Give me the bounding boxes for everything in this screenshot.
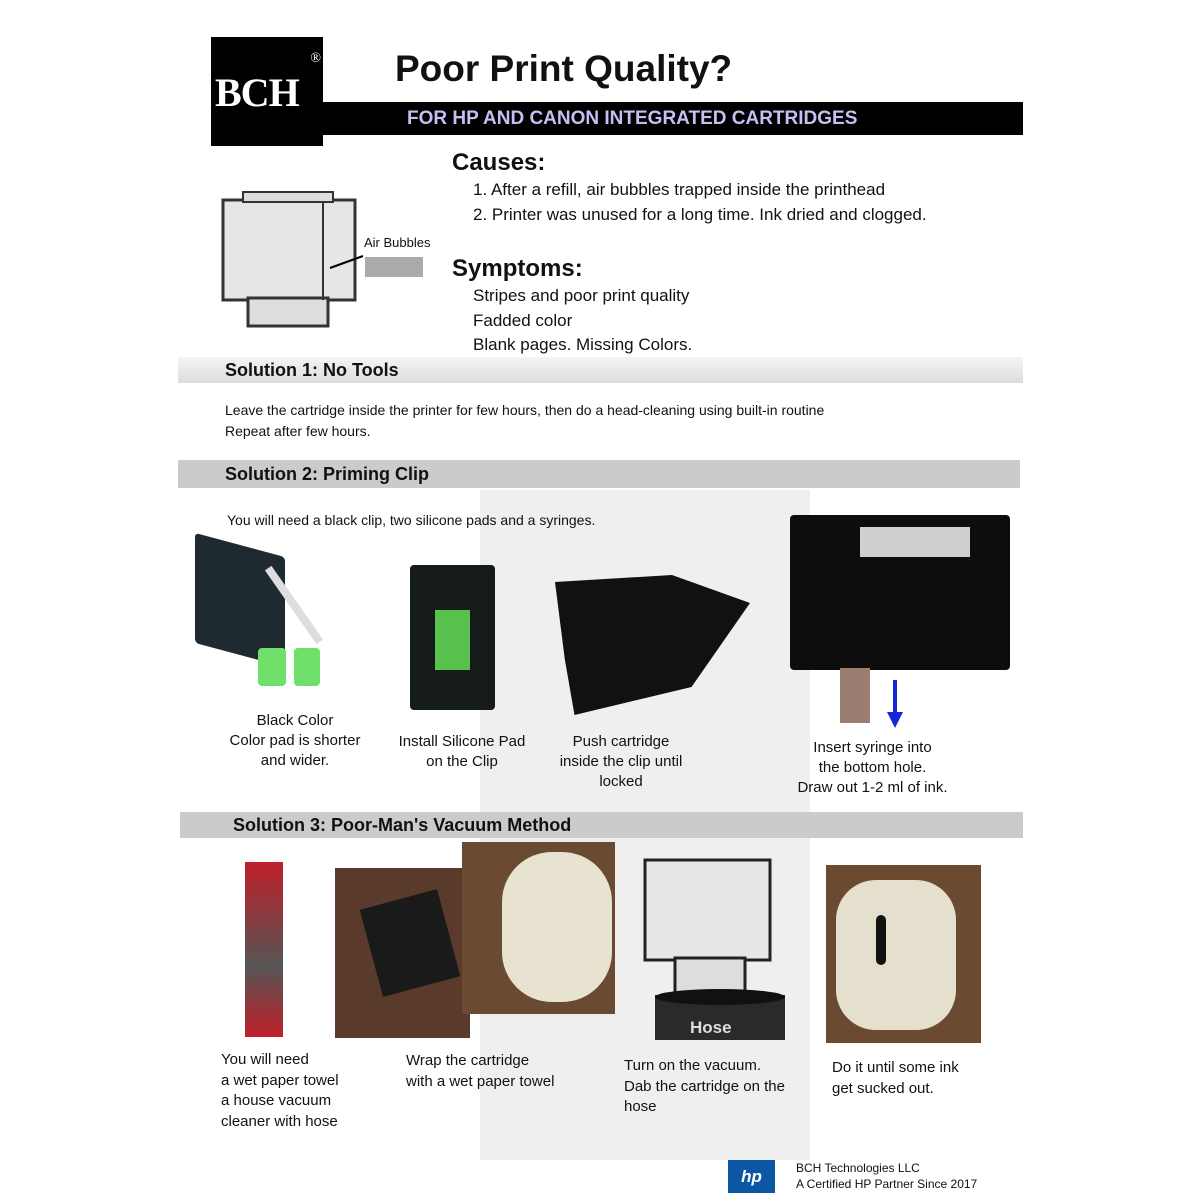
arrow-head-icon xyxy=(887,712,903,728)
air-bubbles-label: Air Bubbles xyxy=(364,235,431,250)
bch-logo xyxy=(211,37,323,146)
registered-mark: ® xyxy=(310,51,321,66)
solution3-heading: Solution 3: Poor-Man's Vacuum Method xyxy=(233,815,572,835)
caption-wrap: Wrap the cartridge with a wet paper towel xyxy=(406,1052,555,1090)
footer-text: BCH Technologies LLC A Certified HP Partner Since 2017 xyxy=(796,1161,978,1191)
clip-photo xyxy=(195,533,285,667)
symptoms-heading: Symptoms: xyxy=(452,255,583,282)
air-bubble-marker xyxy=(365,257,423,277)
caption-push-cartridge: Push cartridge inside the clip until locked xyxy=(559,733,683,790)
caption-install-pad: Install Silicone Pad on the Clip xyxy=(398,733,526,770)
syringe-body xyxy=(840,668,870,723)
cause-item: 2. Printer was unused for a long time. Ink dried and clogged. xyxy=(473,205,927,224)
solution2-band xyxy=(178,460,1020,488)
solution3-band xyxy=(180,812,1023,838)
ink-on-towel-photo xyxy=(826,865,981,1043)
caption-you-will-need: You will need a wet paper towel a house vacuum cleaner with hose xyxy=(221,1051,339,1130)
causes-heading: Causes: xyxy=(452,149,546,176)
vacuum-photo xyxy=(245,862,283,1037)
logo-text: BCH xyxy=(215,70,299,115)
paper-towel-photo xyxy=(462,842,615,1014)
symptom-item: Stripes and poor print quality xyxy=(473,286,690,305)
hose-label: Hose xyxy=(690,1018,732,1037)
cause-item: 1. After a refill, air bubbles trapped inside the printhead xyxy=(473,180,886,199)
solution1-heading: Solution 1: No Tools xyxy=(225,360,399,380)
solution2-note: You will need a black clip, two silicone pads and a syringes. xyxy=(227,512,596,528)
caption-do-until: Do it until some ink get sucked out. xyxy=(832,1059,959,1097)
cartridge-hand-photo xyxy=(335,868,470,1038)
caption-pads: Black Color Color pad is shorter and wider. xyxy=(229,712,361,769)
silicone-pad-color xyxy=(294,648,320,686)
solution2-heading: Solution 2: Priming Clip xyxy=(225,464,429,484)
arrow-down-icon xyxy=(893,680,897,715)
caption-insert-syringe: Insert syringe into the bottom hole. Draw out 1-2 ml of ink. xyxy=(797,739,948,796)
silicone-pad-black xyxy=(258,648,286,686)
cartridge-diagram xyxy=(218,188,363,333)
page-title: Poor Print Quality? xyxy=(395,48,733,89)
cartridge-hose-diagram xyxy=(630,845,790,1040)
symptom-item: Blank pages. Missing Colors. xyxy=(473,335,693,354)
solution1-band xyxy=(178,357,1023,383)
subtitle-bar xyxy=(323,102,1023,135)
cartridge-syringe-photo xyxy=(790,515,1010,670)
hp-logo: hp xyxy=(728,1160,775,1193)
symptom-item: Fadded color xyxy=(473,311,573,330)
subtitle: FOR HP AND CANON INTEGRATED CARTRIDGES xyxy=(407,108,858,129)
clip-with-pad-photo xyxy=(410,565,495,710)
solution1-line: Leave the cartridge inside the printer for few hours, then do a head-cleaning using built-in routine xyxy=(225,402,825,418)
caption-turn-on: Turn on the vacuum. Dab the cartridge on the hose xyxy=(624,1057,785,1115)
solution1-line: Repeat after few hours. xyxy=(225,423,371,439)
